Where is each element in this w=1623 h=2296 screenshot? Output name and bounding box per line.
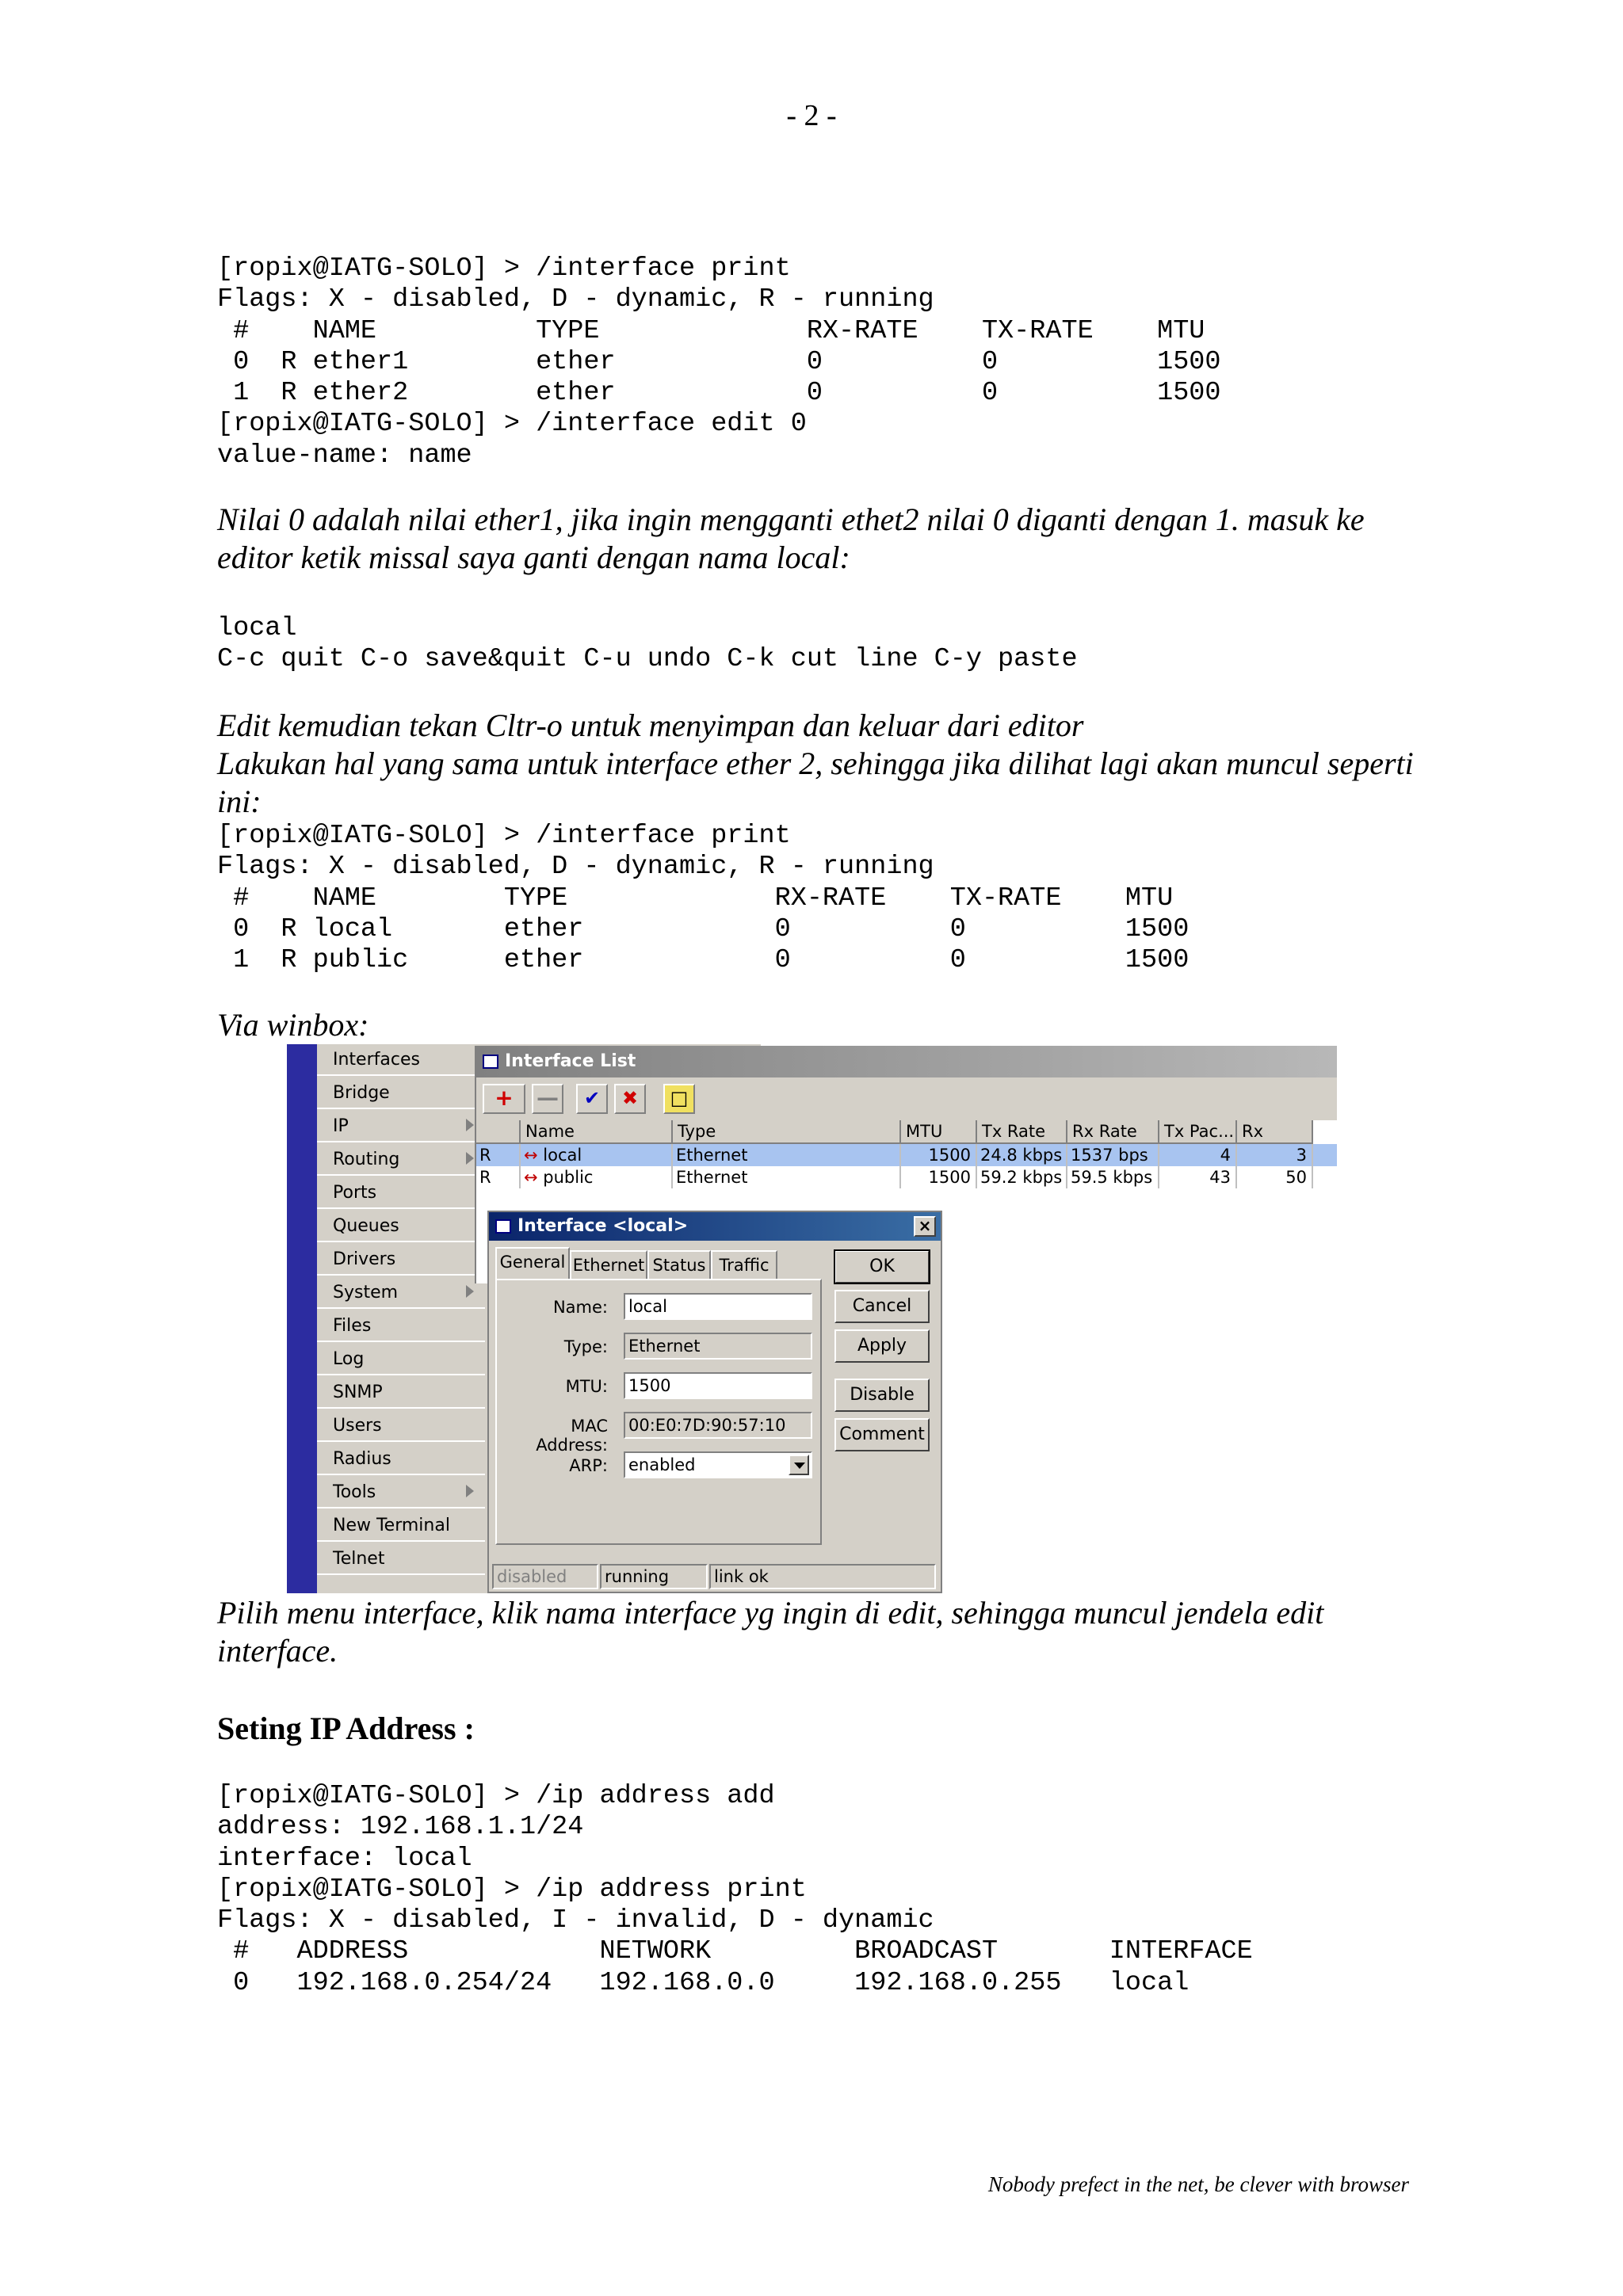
table-row[interactable] [476, 1166, 1337, 1188]
instruction-paragraph-2: Edit kemudian tekan Cltr-o untuk menyimpan dan keluar dari editor [217, 707, 1084, 743]
general-panel [495, 1279, 822, 1545]
column-header[interactable]: Tx Rate [977, 1120, 1067, 1144]
table-cell-mtu: 1500 [901, 1166, 977, 1188]
tab-status[interactable]: Status [647, 1250, 711, 1279]
arp-selected-value: enabled [628, 1455, 696, 1474]
interface-icon: ↔ [524, 1146, 544, 1165]
interface-print-output: [ropix@IATG-SOLO] > /interface print Flags: X - disabled, D - dynamic, R - running # NAME TYPE RX-RATE TX-RATE MTU 0 R ether1 ether 0 0 1500 1 R ether2 ether 0 0 1500 [ropix@IATG-SOLO] > /interface edit 0 value-name: name [217, 254, 1221, 471]
menu-item-label: Tools [333, 1482, 376, 1502]
name-field[interactable]: local [624, 1293, 812, 1320]
status-link: link ok [709, 1564, 936, 1589]
column-header[interactable]: MTU [901, 1120, 977, 1144]
menu-item[interactable] [317, 1077, 485, 1109]
table-cell-rx-rate: 1537 bps [1067, 1144, 1159, 1166]
column-header[interactable] [476, 1120, 521, 1144]
table-cell-name [521, 1166, 673, 1188]
menu-item[interactable] [317, 1543, 485, 1575]
menu-item[interactable] [317, 1144, 485, 1176]
interface-dialog-title: Interface <local> [517, 1216, 689, 1236]
tab-general[interactable]: General [495, 1247, 570, 1280]
table-cell-name [521, 1144, 673, 1166]
section-heading: Seting IP Address : [217, 1711, 475, 1746]
table-cell-mtu: 1500 [901, 1144, 977, 1166]
menu-item-label: Interfaces [333, 1050, 420, 1070]
menu-item[interactable] [317, 1444, 485, 1475]
comment-button[interactable]: □ [663, 1084, 695, 1114]
cancel-button[interactable]: Cancel [834, 1290, 930, 1323]
menu-item[interactable] [317, 1211, 485, 1242]
apply-button[interactable]: Apply [834, 1329, 930, 1363]
column-header[interactable]: Rx [1237, 1120, 1313, 1144]
disable-interface-button[interactable]: Disable [834, 1379, 930, 1412]
mtu-label: MTU: [565, 1377, 608, 1396]
menu-item[interactable] [317, 1244, 485, 1276]
name-label: Name: [552, 1298, 608, 1317]
mac-address-label: MAC Address: [536, 1417, 608, 1455]
menu-item[interactable] [317, 1377, 485, 1409]
menu-item[interactable] [317, 1410, 485, 1442]
column-header[interactable]: Tx Pac... [1159, 1120, 1237, 1144]
instruction-paragraph-1: Nilai 0 adalah nilai ether1, jika ingin mengganti ethet2 nilai 0 diganti dengan 1. masuk ke editor ketik missal saya ganti dengan nama local: [217, 502, 1365, 575]
menu-item-label: Queues [333, 1216, 399, 1236]
tab-traffic[interactable]: Traffic [711, 1250, 777, 1279]
tab-ethernet[interactable]: Ethernet [570, 1250, 647, 1279]
window-icon [483, 1055, 498, 1069]
type-label: Type: [563, 1337, 608, 1356]
menu-item[interactable] [317, 1310, 485, 1342]
table-cell-rx-rate: 59.5 kbps [1067, 1166, 1159, 1188]
submenu-arrow-icon [466, 1119, 474, 1131]
status-disabled: disabled [492, 1564, 598, 1589]
interface-list-toolbar [476, 1077, 1337, 1120]
interface-print-output-renamed: [ropix@IATG-SOLO] > /interface print Flags: X - disabled, D - dynamic, R - running # NAME TYPE RX-RATE TX-RATE MTU 0 R local ether 0 0 1500 1 R public ether 0 0 1500 [217, 821, 1190, 976]
interface-name: local [543, 1146, 582, 1165]
menu-item-label: Users [333, 1416, 382, 1436]
column-header[interactable]: Type [673, 1120, 901, 1144]
menu-item-label: New Terminal [333, 1516, 450, 1535]
editor-output: local C-c quit C-o save&quit C-u undo C-k cut line C-y paste [217, 613, 1078, 675]
footer-note: Nobody prefect in the net, be clever with browser [987, 2172, 1409, 2196]
remove-button[interactable]: — [532, 1084, 563, 1114]
menu-item-label: Bridge [333, 1083, 390, 1103]
interface-dialog [487, 1211, 942, 1593]
menu-item[interactable] [317, 1277, 485, 1309]
menu-item-label: Ports [333, 1183, 377, 1203]
add-button[interactable]: + [483, 1084, 525, 1114]
instruction-paragraph-3: Lakukan hal yang sama untuk interface ether 2, sehingga jika dilihat lagi akan muncul seperti ini: [217, 746, 1414, 819]
interface-name: public [543, 1168, 594, 1187]
menu-item-label: Routing [333, 1150, 400, 1169]
close-icon[interactable]: × [914, 1216, 936, 1237]
menu-item-label: Radius [333, 1449, 391, 1469]
winbox-side-strip [287, 1044, 317, 1593]
winbox-screenshot [287, 1044, 1337, 1593]
menu-item-label: SNMP [333, 1383, 383, 1402]
table-cell-tx-pac: 43 [1159, 1166, 1237, 1188]
interface-list-title: Interface List [505, 1051, 636, 1071]
table-cell-flag: R [476, 1144, 521, 1166]
menu-item[interactable] [317, 1477, 485, 1508]
table-cell-flag: R [476, 1166, 521, 1188]
table-cell-type: Ethernet [673, 1144, 901, 1166]
menu-item-label: Files [333, 1316, 372, 1336]
comment-interface-button[interactable]: Comment [834, 1418, 930, 1451]
ok-button[interactable]: OK [834, 1250, 930, 1283]
column-header[interactable]: Rx Rate [1067, 1120, 1159, 1144]
submenu-arrow-icon [466, 1285, 474, 1298]
menu-item-label: Drivers [333, 1249, 396, 1269]
submenu-arrow-icon [466, 1485, 474, 1497]
window-icon [495, 1219, 511, 1234]
mtu-field[interactable]: 1500 [624, 1372, 812, 1399]
enable-button[interactable]: ✔ [576, 1084, 608, 1114]
via-winbox-label: Via winbox: [217, 1007, 369, 1043]
table-cell-tx-rate: 24.8 kbps [977, 1144, 1067, 1166]
menu-item[interactable] [317, 1344, 485, 1375]
menu-item-label: Telnet [333, 1549, 385, 1569]
table-cell-type: Ethernet [673, 1166, 901, 1188]
instruction-paragraph-4: Pilih menu interface, klik nama interface yg ingin di edit, sehingga muncul jendela edit interface. [217, 1595, 1324, 1669]
status-running: running [600, 1564, 708, 1589]
mac-address-field: 00:E0:7D:90:57:10 [624, 1412, 812, 1439]
interface-icon: ↔ [524, 1168, 544, 1187]
arp-label: ARP: [569, 1456, 608, 1475]
ip-address-output: [ropix@IATG-SOLO] > /ip address add address: 192.168.1.1/24 interface: local [ropix@IATG-SOLO] > /ip address print Flags: X - disabled, I - invalid, D - dynamic # ADDRESS NETWORK BROADCAST INTERFACE 0 192.168.0.254/24 192.168.0.0 192.168.0.255 local [217, 1781, 1253, 1998]
type-field: Ethernet [624, 1333, 812, 1360]
table-row[interactable] [476, 1144, 1337, 1166]
menu-item[interactable] [317, 1111, 485, 1142]
menu-item[interactable] [317, 1044, 485, 1076]
table-cell-rx-pac: 50 [1237, 1166, 1313, 1188]
table-cell-rx-pac: 3 [1237, 1144, 1313, 1166]
disable-button[interactable]: ✖ [614, 1084, 646, 1114]
interface-dialog-titlebar [489, 1212, 941, 1241]
menu-item[interactable] [317, 1177, 485, 1209]
interface-list-titlebar [476, 1046, 1337, 1077]
menu-item-label: Log [333, 1349, 365, 1369]
table-cell-tx-pac: 4 [1159, 1144, 1237, 1166]
table-cell-tx-rate: 59.2 kbps [977, 1166, 1067, 1188]
column-header[interactable]: Name [521, 1120, 673, 1144]
menu-item-label: System [333, 1283, 399, 1302]
chevron-down-icon[interactable] [789, 1455, 809, 1475]
page-number: - 2 - [786, 99, 837, 132]
menu-item-label: IP [333, 1116, 349, 1136]
arp-select[interactable] [624, 1451, 812, 1478]
submenu-arrow-icon [466, 1152, 474, 1165]
menu-item[interactable] [317, 1510, 485, 1542]
